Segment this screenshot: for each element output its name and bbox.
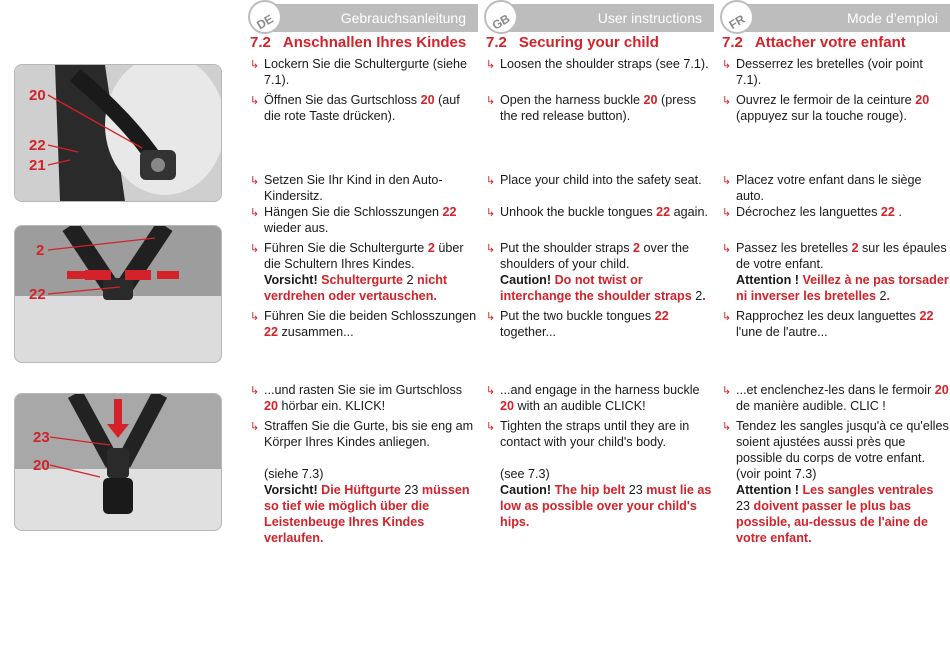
section-number: 7.2 [722, 34, 743, 51]
reference-note: (siehe 7.3) [264, 467, 324, 481]
text-run: (press the red release button). [500, 93, 697, 123]
section-title: Securing your child [518, 34, 659, 51]
text-run: Öffnen Sie das Gurtschloss [264, 93, 421, 107]
text-run: again. [670, 205, 708, 219]
text-run: Placez votre enfant dans le siège auto. [736, 173, 922, 203]
step-arrow-icon: ↳ [722, 311, 732, 323]
part-number: Veillez à ne pas torsader ni inverser les bretelles [736, 273, 949, 303]
text-run: ...und rasten Sie sie im Gurtschloss [264, 383, 463, 397]
step-arrow-icon: ↳ [722, 421, 732, 433]
text-run: 23 [404, 483, 419, 497]
part-number: 20 [915, 93, 930, 107]
step-text [264, 308, 478, 340]
part-number: doivent passer le plus bas possible, au-dessus de l'aine de votre enfant. [736, 499, 928, 545]
instruction-step [250, 204, 478, 236]
text-run: . [894, 205, 902, 219]
part-number: 20 [500, 399, 515, 413]
section-title: Attacher votre enfant [754, 34, 906, 51]
instruction-step [250, 308, 478, 340]
step-arrow-icon: ↳ [722, 243, 732, 255]
warning-label: Attention ! [736, 483, 799, 497]
step-arrow-icon: ↳ [250, 207, 260, 219]
step-arrow-icon: ↳ [486, 95, 496, 107]
step-text [500, 204, 714, 220]
column-header [486, 4, 714, 32]
text-run: Setzen Sie Ihr Kind in den Auto-Kindersitz. [264, 173, 443, 203]
text-run: ...and engage in the harness buckle [500, 383, 700, 397]
step-text [736, 308, 950, 340]
lang-column-de [250, 4, 478, 545]
text-run: Open the harness buckle [500, 93, 644, 107]
header-title: User instructions [597, 10, 702, 26]
part-number: Les sangles ventrales [798, 483, 934, 497]
language-badge-label: GB [489, 11, 513, 33]
text-run: Put the shoulder straps [500, 241, 634, 255]
language-badge-label: FR [726, 11, 748, 33]
callout-label: 2 [36, 242, 45, 259]
step-text [500, 240, 714, 304]
warning-text [736, 483, 933, 545]
text-run: 2 [406, 273, 414, 287]
warning-label: Caution! [500, 273, 552, 287]
step-arrow-icon: ↳ [486, 59, 496, 71]
callout-label: 21 [29, 157, 46, 174]
part-number: . [702, 289, 706, 303]
text-run: Führen Sie die beiden Schlosszungen [264, 309, 477, 323]
instruction-step [722, 92, 950, 124]
warning-text [264, 483, 470, 545]
step-text [500, 56, 714, 72]
part-number: 22 [654, 309, 669, 323]
text-run: 2 [879, 289, 887, 303]
step-arrow-icon: ↳ [250, 311, 260, 323]
step-text [264, 382, 478, 414]
warning-label: Vorsicht! [264, 273, 318, 287]
part-number: 2 [427, 241, 435, 255]
warning-text [736, 273, 949, 303]
step-text [736, 240, 950, 304]
text-run: Put the two buckle tongues [500, 309, 655, 323]
section-heading [486, 34, 659, 51]
step-text [500, 172, 714, 188]
callout-label: 22 [29, 137, 46, 154]
step-arrow-icon: ↳ [250, 95, 260, 107]
instruction-step [486, 240, 714, 304]
step-arrow-icon: ↳ [250, 243, 260, 255]
header-title: Gebrauchsanleitung [340, 10, 466, 26]
text-run: (auf die rote Taste drücken). [264, 93, 460, 123]
language-badge [484, 0, 518, 34]
section-title: Anschnallen Ihres Kindes [282, 34, 467, 51]
instruction-step [722, 204, 950, 220]
text-run: 23 [628, 483, 643, 497]
language-badge-label: DE [254, 11, 276, 33]
part-number: The hip belt [551, 483, 629, 497]
text-run: together... [500, 325, 557, 339]
step-text [736, 418, 950, 546]
text-run: Lockern Sie die Schultergurte (siehe 7.1). [264, 57, 468, 87]
step-arrow-icon: ↳ [486, 175, 496, 187]
section-number: 7.2 [486, 34, 507, 51]
section-number: 7.2 [250, 34, 271, 51]
text-run: Loosen the shoulder straps (see 7.1). [500, 57, 709, 71]
text-run: 23 [736, 499, 751, 513]
instruction-step [250, 418, 478, 546]
text-run: l'une de l'autre... [736, 325, 828, 339]
instruction-step [250, 172, 478, 204]
text-run: sur les épaules de votre enfant. [736, 241, 947, 271]
part-number: 20 [934, 383, 949, 397]
warning-text [264, 273, 447, 303]
part-number: Schultergurte [317, 273, 407, 287]
callout-label: 20 [33, 457, 50, 474]
instruction-step [486, 56, 714, 72]
part-number: 22 [442, 205, 457, 219]
text-run: (appuyez sur la touche rouge). [736, 109, 907, 123]
language-badge [720, 0, 754, 34]
warning-text [500, 273, 706, 303]
text-run: Tendez les sangles jusqu'à ce qu'elles soient ajustées aussi près que possible du corps de votre enfant. (voir point 7.3) [736, 419, 949, 481]
instruction-step [250, 240, 478, 304]
text-run: over the shoulders of your child. [500, 241, 690, 271]
warning-label: Attention ! [736, 273, 799, 287]
step-text [264, 92, 478, 124]
column-header [722, 4, 950, 32]
step-text [264, 172, 478, 204]
reference-note: (see 7.3) [500, 467, 550, 481]
step-arrow-icon: ↳ [486, 311, 496, 323]
section-heading [250, 34, 466, 51]
text-run: Unhook the buckle tongues [500, 205, 657, 219]
step-arrow-icon: ↳ [250, 59, 260, 71]
part-number: must lie as low as possible over your child's hips. [500, 483, 712, 529]
instruction-step [722, 56, 950, 88]
lang-column-fr [722, 4, 950, 545]
part-number: 22 [919, 309, 934, 323]
callout-label: 20 [29, 87, 46, 104]
step-arrow-icon: ↳ [250, 421, 260, 433]
text-run: Desserrez les bretelles (voir point 7.1). [736, 57, 923, 87]
step-text [736, 92, 950, 124]
text-run: über die Schultern Ihres Kindes. [264, 241, 464, 271]
part-number: 2 [851, 241, 859, 255]
step-arrow-icon: ↳ [250, 385, 260, 397]
part-number: Do not twist or interchange the shoulder straps [500, 273, 696, 303]
part-number: 22 [656, 205, 671, 219]
step-arrow-icon: ↳ [722, 95, 732, 107]
text-run: Ouvrez le fermoir de la ceinture [736, 93, 916, 107]
part-number: nicht verdrehen oder vertauschen. [264, 273, 448, 303]
step-text [500, 418, 714, 530]
text-run: Décrochez les languettes [736, 205, 881, 219]
instruction-step [486, 418, 714, 530]
section-heading [722, 34, 906, 51]
text-run: Tighten the straps until they are in contact with your child's body. [500, 419, 690, 449]
instruction-step [486, 382, 714, 414]
instruction-step [722, 418, 950, 546]
text-run: de manière audible. CLIC ! [736, 399, 886, 413]
header-title: Mode d’emploi [846, 10, 938, 26]
part-number: 22 [880, 205, 895, 219]
step-arrow-icon: ↳ [486, 207, 496, 219]
callout-label: 23 [33, 429, 50, 446]
instruction-step [250, 92, 478, 124]
callout-label: 22 [29, 286, 46, 303]
text-run: Führen Sie die Schultergurte [264, 241, 428, 255]
part-number: Die Hüftgurte [317, 483, 405, 497]
step-text [736, 56, 950, 88]
step-text [736, 382, 950, 414]
step-arrow-icon: ↳ [722, 207, 732, 219]
step-text [736, 172, 950, 204]
text-run: with an audible CLICK! [514, 399, 646, 413]
step-arrow-icon: ↳ [722, 175, 732, 187]
text-run: ...et enclenchez-les dans le fermoir [736, 383, 935, 397]
instruction-step [722, 382, 950, 414]
warning-label: Caution! [500, 483, 552, 497]
text-run: Place your child into the safety seat. [500, 173, 702, 187]
instruction-step [722, 240, 950, 304]
instruction-step [722, 308, 950, 340]
part-number: 20 [420, 93, 435, 107]
part-number: 2 [633, 241, 641, 255]
part-number: 22 [264, 325, 279, 339]
instruction-step [486, 172, 714, 188]
step-text [736, 204, 950, 220]
step-text [264, 204, 478, 236]
step-arrow-icon: ↳ [486, 421, 496, 433]
part-number: . [886, 289, 891, 303]
text-run: wieder aus. [264, 221, 329, 235]
text-run: zusammen... [278, 325, 354, 339]
instruction-step [250, 56, 478, 88]
step-arrow-icon: ↳ [486, 243, 496, 255]
step-text [500, 92, 714, 124]
instruction-step [486, 92, 714, 124]
step-arrow-icon: ↳ [486, 385, 496, 397]
step-text [264, 56, 478, 88]
step-arrow-icon: ↳ [722, 59, 732, 71]
text-run: Straffen Sie die Gurte, bis sie eng am Körper Ihres Kindes anliegen. [264, 419, 474, 449]
step-arrow-icon: ↳ [250, 175, 260, 187]
step-text [264, 418, 478, 546]
step-text [500, 308, 714, 340]
text-run: Rapprochez les deux languettes [736, 309, 920, 323]
warning-text [500, 483, 711, 529]
lang-column-gb [486, 4, 714, 529]
part-number: müssen so tief wie möglich über die Leistenbeuge Ihres Kindes verlaufen. [264, 483, 470, 545]
part-number: 20 [643, 93, 658, 107]
column-header [250, 4, 478, 32]
part-number: 20 [264, 399, 279, 413]
step-text [264, 240, 478, 304]
instruction-step [722, 172, 950, 204]
text-run: 2 [695, 289, 703, 303]
text-run: Hängen Sie die Schlosszungen [264, 205, 443, 219]
instruction-step [486, 308, 714, 340]
step-arrow-icon: ↳ [722, 385, 732, 397]
text-run: Passez les bretelles [736, 241, 852, 255]
language-badge [248, 0, 282, 34]
text-run: hörbar ein. KLICK! [278, 399, 386, 413]
step-text [500, 382, 714, 414]
warning-label: Vorsicht! [264, 483, 318, 497]
instruction-step [486, 204, 714, 220]
instruction-step [250, 382, 478, 414]
